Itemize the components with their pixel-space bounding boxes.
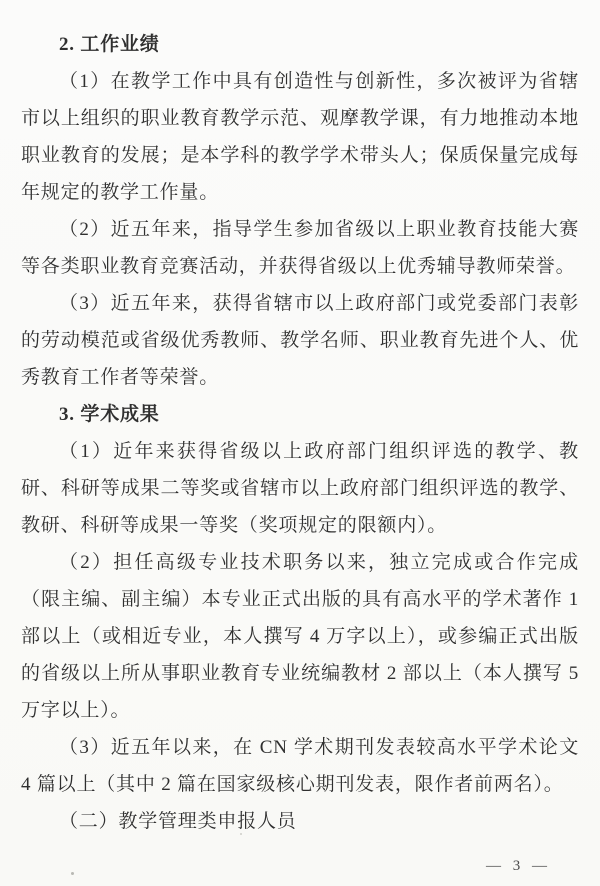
scan-speck [71,872,74,875]
paragraph-academic-item-2: （2）担任高级专业技术职务以来，独立完成或合作完成（限主编、副主编）本专业正式出版的具有高水平的学术著作 1 部以上（或相近专业，本人撰写 4 万字以上），或参编正式出版的省级以上所从事职业教育专业统编教材 2 部以上（本人撰写 5 万字以上）。 [21,552,579,721]
section-heading-work-achievements: 2. 工作业绩 [59,34,160,55]
paragraph-work-item-1: （1）在教学工作中具有创造性与创新性，多次被评为省辖市以上组织的职业教育教学示范、观摩教学课，有力地推动本地职业教育的发展；是本学科的教学学术带头人；保质保量完成每年规定的教学工作量。 [21,71,579,203]
subsection-heading-teaching-management: （二）教学管理类申报人员 [59,811,297,832]
paragraph-academic-item-1: （1）近年来获得省级以上政府部门组织评选的教学、教研、科研等成果二等奖或省辖市以上政府部门组织评选的教学、教研、科研等成果一等奖（奖项规定的限额内）。 [21,441,579,536]
page-number: — 3 — [486,858,551,874]
paragraph-work-item-3: （3）近五年来，获得省辖市以上政府部门或党委部门表彰的劳动模范或省级优秀教师、教学名师、职业教育先进个人、优秀教育工作者等荣誉。 [21,293,579,388]
section-heading-academic-results: 3. 学术成果 [59,404,160,425]
paragraph-academic-item-3: （3）近五年以来，在 CN 学术期刊发表较高水平学术论文 4 篇以上（其中 2 篇在国家级核心期刊发表，限作者前两名）。 [21,737,579,795]
paragraph-work-item-2: （2）近五年来，指导学生参加省级以上职业教育技能大赛等各类职业教育竞赛活动，并获得省级以上优秀辅导教师荣誉。 [21,219,579,277]
scan-speck [240,833,242,835]
